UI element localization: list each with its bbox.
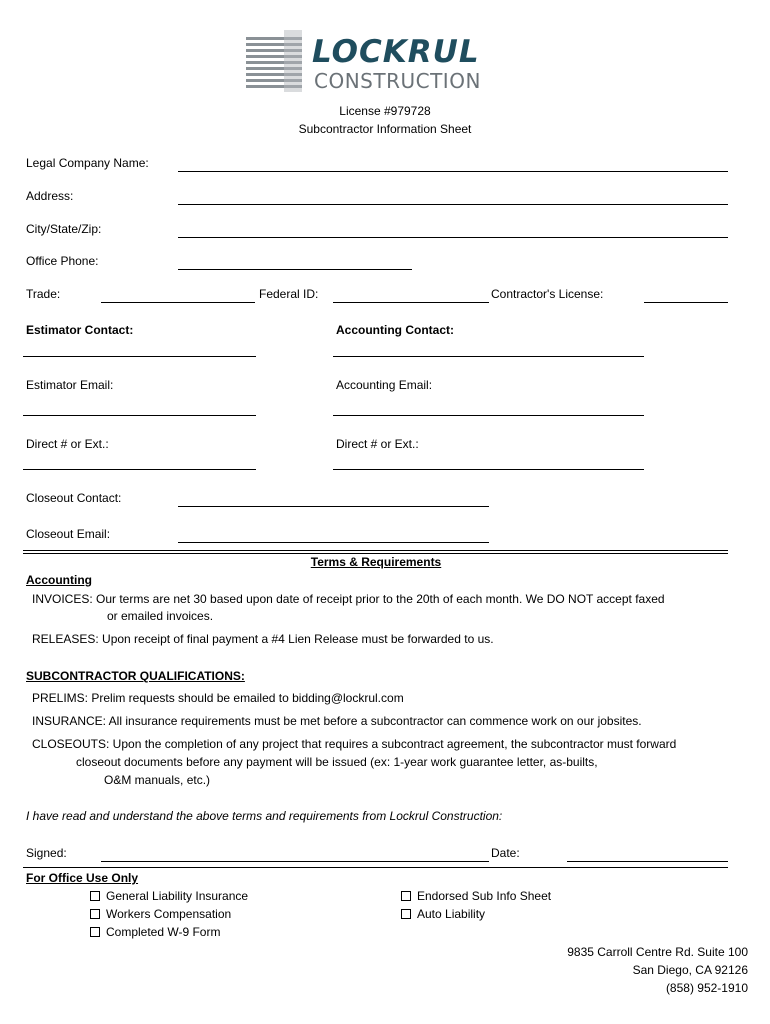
insurance-text: INSURANCE: All insurance requirements must be met before a subcontractor can commence work on our jobsites. [32,714,642,728]
federal-id-label: Federal ID: [259,287,319,301]
company-logo [244,28,534,96]
office-phone-label: Office Phone: [26,254,99,268]
checkbox-label: General Liability Insurance [106,889,249,903]
office-divider [23,867,728,868]
checkbox-w9[interactable] [90,925,220,939]
checkbox-auto-liability[interactable] [401,907,485,921]
estimator-email-label: Estimator Email: [26,378,114,392]
checkbox-icon [401,891,411,901]
footer-phone: (858) 952-1910 [665,981,748,995]
estimator-contact-label: Estimator Contact: [26,323,134,337]
footer-address [567,943,748,997]
checkbox-label: Completed W-9 Form [106,925,221,939]
section-divider [23,550,728,551]
estimator-direct-label: Direct # or Ext.: [26,437,109,451]
accounting-contact-field[interactable] [333,356,644,357]
date-label: Date: [491,846,520,860]
section-divider-double [23,553,728,554]
subcontractor-qualifications-heading: SUBCONTRACTOR QUALIFICATIONS: [26,669,245,683]
estimator-email-field[interactable] [23,415,256,416]
terms-heading: Terms & Requirements [310,555,442,569]
contractor-license-field[interactable] [644,302,728,303]
footer-city: San Diego, CA 92126 [632,963,748,977]
trade-label: Trade: [26,287,61,301]
city-state-zip-field[interactable] [178,237,728,238]
releases-text: RELEASES: Upon receipt of final payment a #4 Lien Release must be forwarded to us. [32,632,494,646]
trade-field[interactable] [101,302,255,303]
acknowledgement-text: I have read and understand the above terms and requirements from Lockrul Construction: [26,809,503,823]
checkbox-icon [401,909,411,919]
closeout-email-label: Closeout Email: [26,527,111,541]
checkbox-endorsed-sub-info[interactable] [401,889,551,903]
office-phone-field[interactable] [178,269,412,270]
checkbox-icon [90,927,100,937]
signed-label: Signed: [26,846,67,860]
company-name-label: Legal Company Name: [26,156,149,170]
checkbox-general-liability[interactable] [90,889,248,903]
federal-id-field[interactable] [333,302,489,303]
invoices-text-cont: or emailed invoices. [107,609,214,623]
checkbox-workers-comp[interactable] [90,907,231,921]
accounting-email-label: Accounting Email: [336,378,433,392]
company-name-field[interactable] [178,171,728,172]
contractor-license-label: Contractor's License: [491,287,604,301]
invoices-text: INVOICES: Our terms are net 30 based upon date of receipt prior to the 20th of each month. We DO NOT accept faxed [32,592,665,606]
prelims-text: PRELIMS: Prelim requests should be emailed to bidding@lockrul.com [32,691,404,705]
page-title: Subcontractor Information Sheet [298,122,472,136]
checkbox-label: Auto Liability [417,907,486,921]
estimator-contact-field[interactable] [23,356,256,357]
city-state-zip-label: City/State/Zip: [26,222,102,236]
logo-subtitle: CONSTRUCTION [314,69,481,93]
accounting-contact-label: Accounting Contact: [336,323,454,337]
accounting-heading: Accounting [26,573,92,587]
signature-field[interactable] [101,861,489,862]
office-use-heading: For Office Use Only [26,871,139,885]
accounting-direct-field[interactable] [333,469,644,470]
license-number: License #979728 [339,104,431,118]
checkbox-icon [90,909,100,919]
accounting-email-field[interactable] [333,415,644,416]
closeout-contact-label: Closeout Contact: [26,491,122,505]
checkbox-label: Workers Compensation [106,907,232,921]
checkbox-icon [90,891,100,901]
estimator-direct-field[interactable] [23,469,256,470]
date-field[interactable] [567,861,728,862]
closeout-contact-field[interactable] [178,506,489,507]
checkbox-label: Endorsed Sub Info Sheet [417,889,552,903]
closeouts-text-cont2: O&M manuals, etc.) [104,773,211,787]
accounting-direct-label: Direct # or Ext.: [336,437,419,451]
address-label: Address: [26,189,74,203]
logo-wordmark: LOCKRUL [312,34,480,70]
building-logo-icon [244,28,306,94]
closeout-email-field[interactable] [178,542,489,543]
footer-street: 9835 Carroll Centre Rd. Suite 100 [567,945,748,959]
address-field[interactable] [178,204,728,205]
closeouts-text-cont: closeout documents before any payment will be issued (ex: 1-year work guarantee letter, as-builts, [76,755,598,769]
closeouts-text: CLOSEOUTS: Upon the completion of any project that requires a subcontract agreement, the subcontractor must forward [32,737,677,751]
